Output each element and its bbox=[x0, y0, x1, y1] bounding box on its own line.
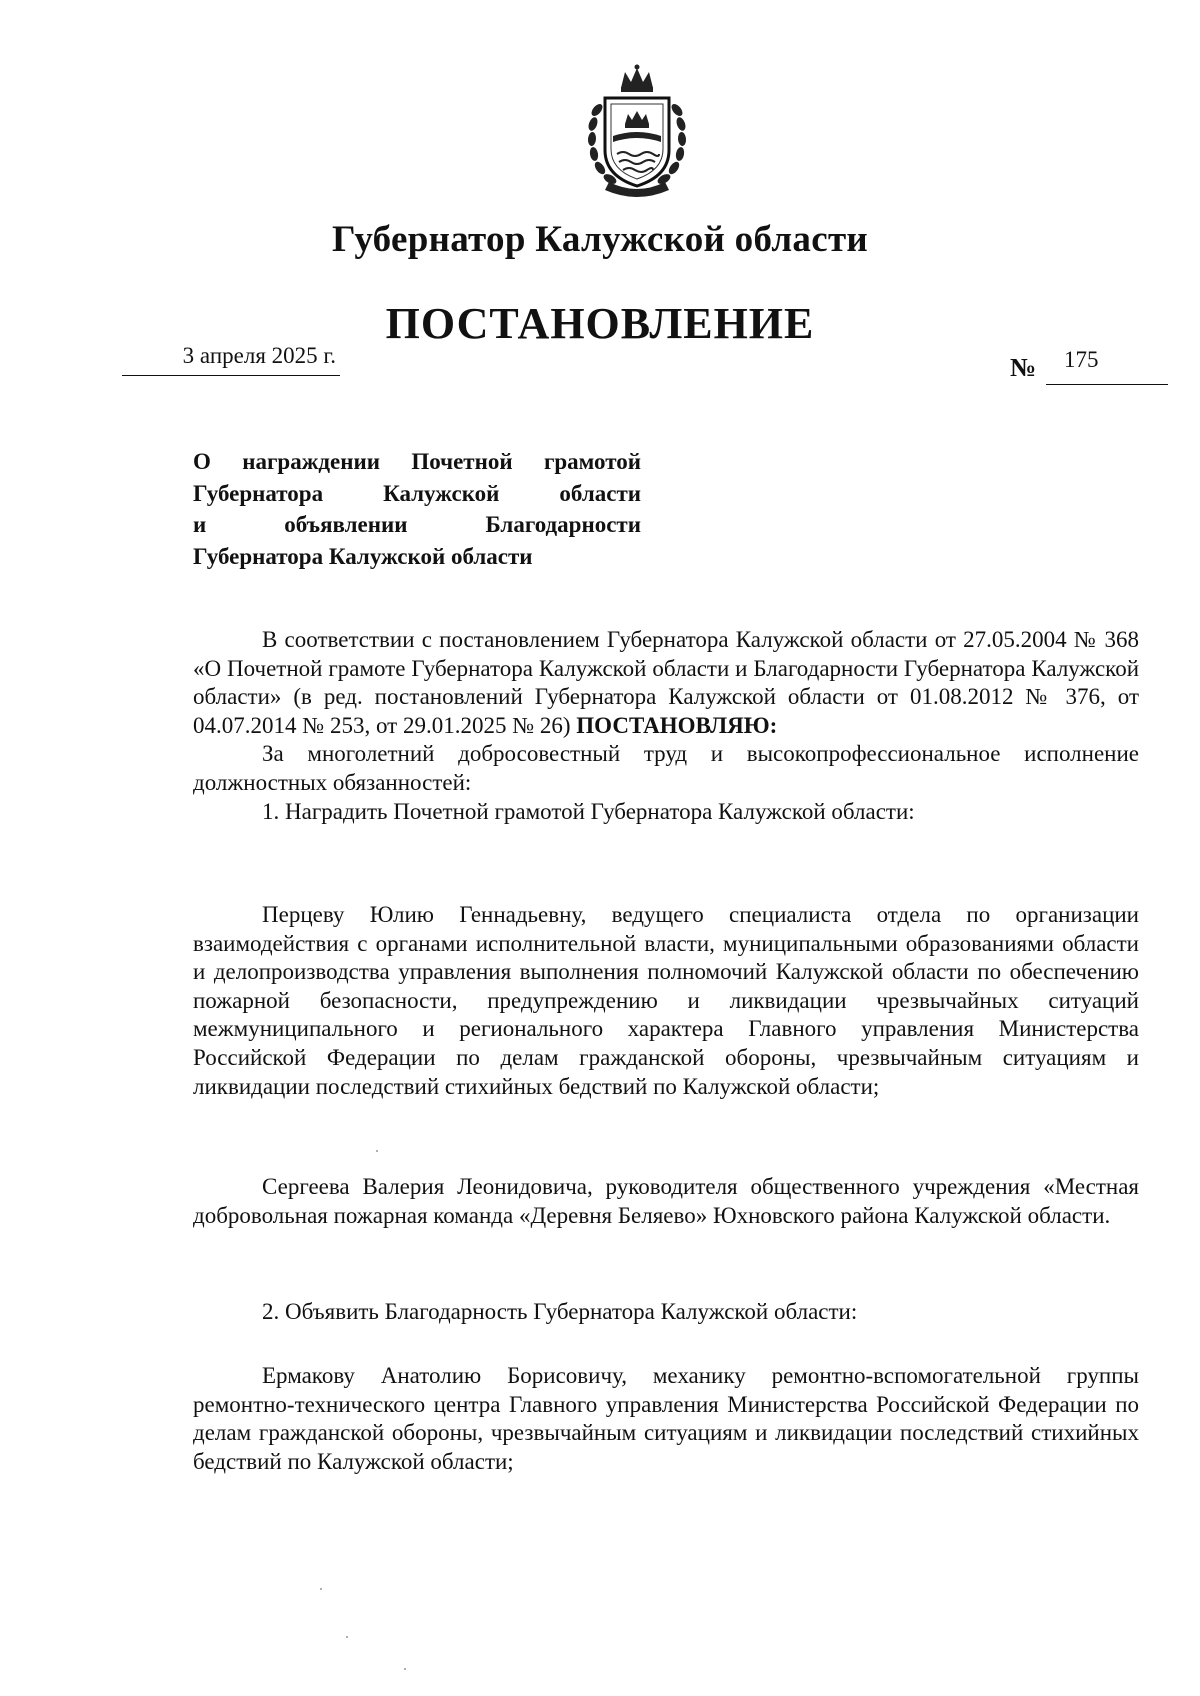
date-underline bbox=[122, 375, 340, 376]
subject-line: и объявлении Благодарности bbox=[193, 512, 641, 537]
scan-speck bbox=[320, 1588, 322, 1590]
decree-word: ПОСТАНОВЛЯЮ: bbox=[576, 712, 778, 738]
document-number: 175 bbox=[1064, 347, 1099, 372]
item-2-section bbox=[193, 1298, 1139, 1327]
item-2-awardee-1 bbox=[193, 1362, 1139, 1476]
preamble-text: В соответствии с постановлением Губернатора Калужской области от 27.05.2004 № 368 «О Почетной грамоте Губернатора Калужской области и Благодарности Губернатора Калужской области» (в ред. постановлений Губернатора Калужской области от 01.08.2012 № 376, от 04.07.2014 № 253, от 29.01.2025 № 26) bbox=[193, 627, 1139, 738]
document-date: 3 апреля 2025 г. bbox=[182, 343, 336, 368]
scan-speck bbox=[376, 1150, 378, 1152]
scan-speck bbox=[404, 1668, 406, 1670]
document-number-field bbox=[1010, 347, 1168, 385]
coat-of-arms-icon bbox=[583, 62, 691, 202]
item-2-title: 2. Объявить Благодарность Губернатора Калужской области: bbox=[262, 1299, 858, 1324]
awardee-paragraph: Перцеву Юлию Геннадьевну, ведущего специалиста отдела по организации взаимодействия с органами исполнительной власти, муниципальными образованиями области и делопроизводства управления выполнения полномочий Калужской области по обеспечению пожарной безопасности, предупреждению и ликвидации чрезвычайных ситуаций межмуниципального и регионального характера Главного управления Министерства Российской Федерации по делам гражданской обороны, чрезвычайным ситуациям и ликвидации последствий стихийных бедствий по Калужской области; bbox=[193, 902, 1139, 1099]
subject-line: Губернатора Калужской области bbox=[193, 480, 641, 506]
preamble-block bbox=[193, 626, 1139, 826]
item-1-awardee-1 bbox=[193, 901, 1139, 1101]
item-1-title: 1. Наградить Почетной грамотой Губернатора Калужской области: bbox=[262, 798, 915, 824]
document-subject bbox=[193, 446, 641, 572]
award-basis: За многолетний добросовестный труд и высокопрофессиональное исполнение должностных обязанностей: bbox=[193, 741, 1139, 795]
scan-speck bbox=[346, 1636, 348, 1638]
subject-line: Губернатора Калужской области bbox=[193, 543, 533, 569]
document-type-title: ПОСТАНОВЛЕНИЕ bbox=[385, 299, 815, 348]
subject-line: О награждении Почетной грамотой bbox=[193, 449, 641, 474]
awardee-paragraph: Ермакову Анатолию Борисовичу, механику ремонтно-вспомогательной группы ремонтно-технического центра Главного управления Министерства Российской Федерации по делам гражданской обороны, чрезвычайным ситуациям и ликвидации последствий стихийных бедствий по Калужской области; bbox=[193, 1363, 1139, 1474]
awardee-paragraph: Сергеева Валерия Леонидовича, руководителя общественного учреждения «Местная добровольная пожарная команда «Деревня Беляево» Юхновского района Калужской области. bbox=[193, 1174, 1139, 1228]
number-underline bbox=[1046, 384, 1168, 385]
preamble-paragraph bbox=[193, 626, 1139, 740]
document-date-field bbox=[122, 343, 340, 376]
number-label: № bbox=[1010, 353, 1037, 382]
item-1-awardee-2 bbox=[193, 1173, 1139, 1230]
issuing-authority: Губернатор Калужской области bbox=[331, 219, 869, 260]
